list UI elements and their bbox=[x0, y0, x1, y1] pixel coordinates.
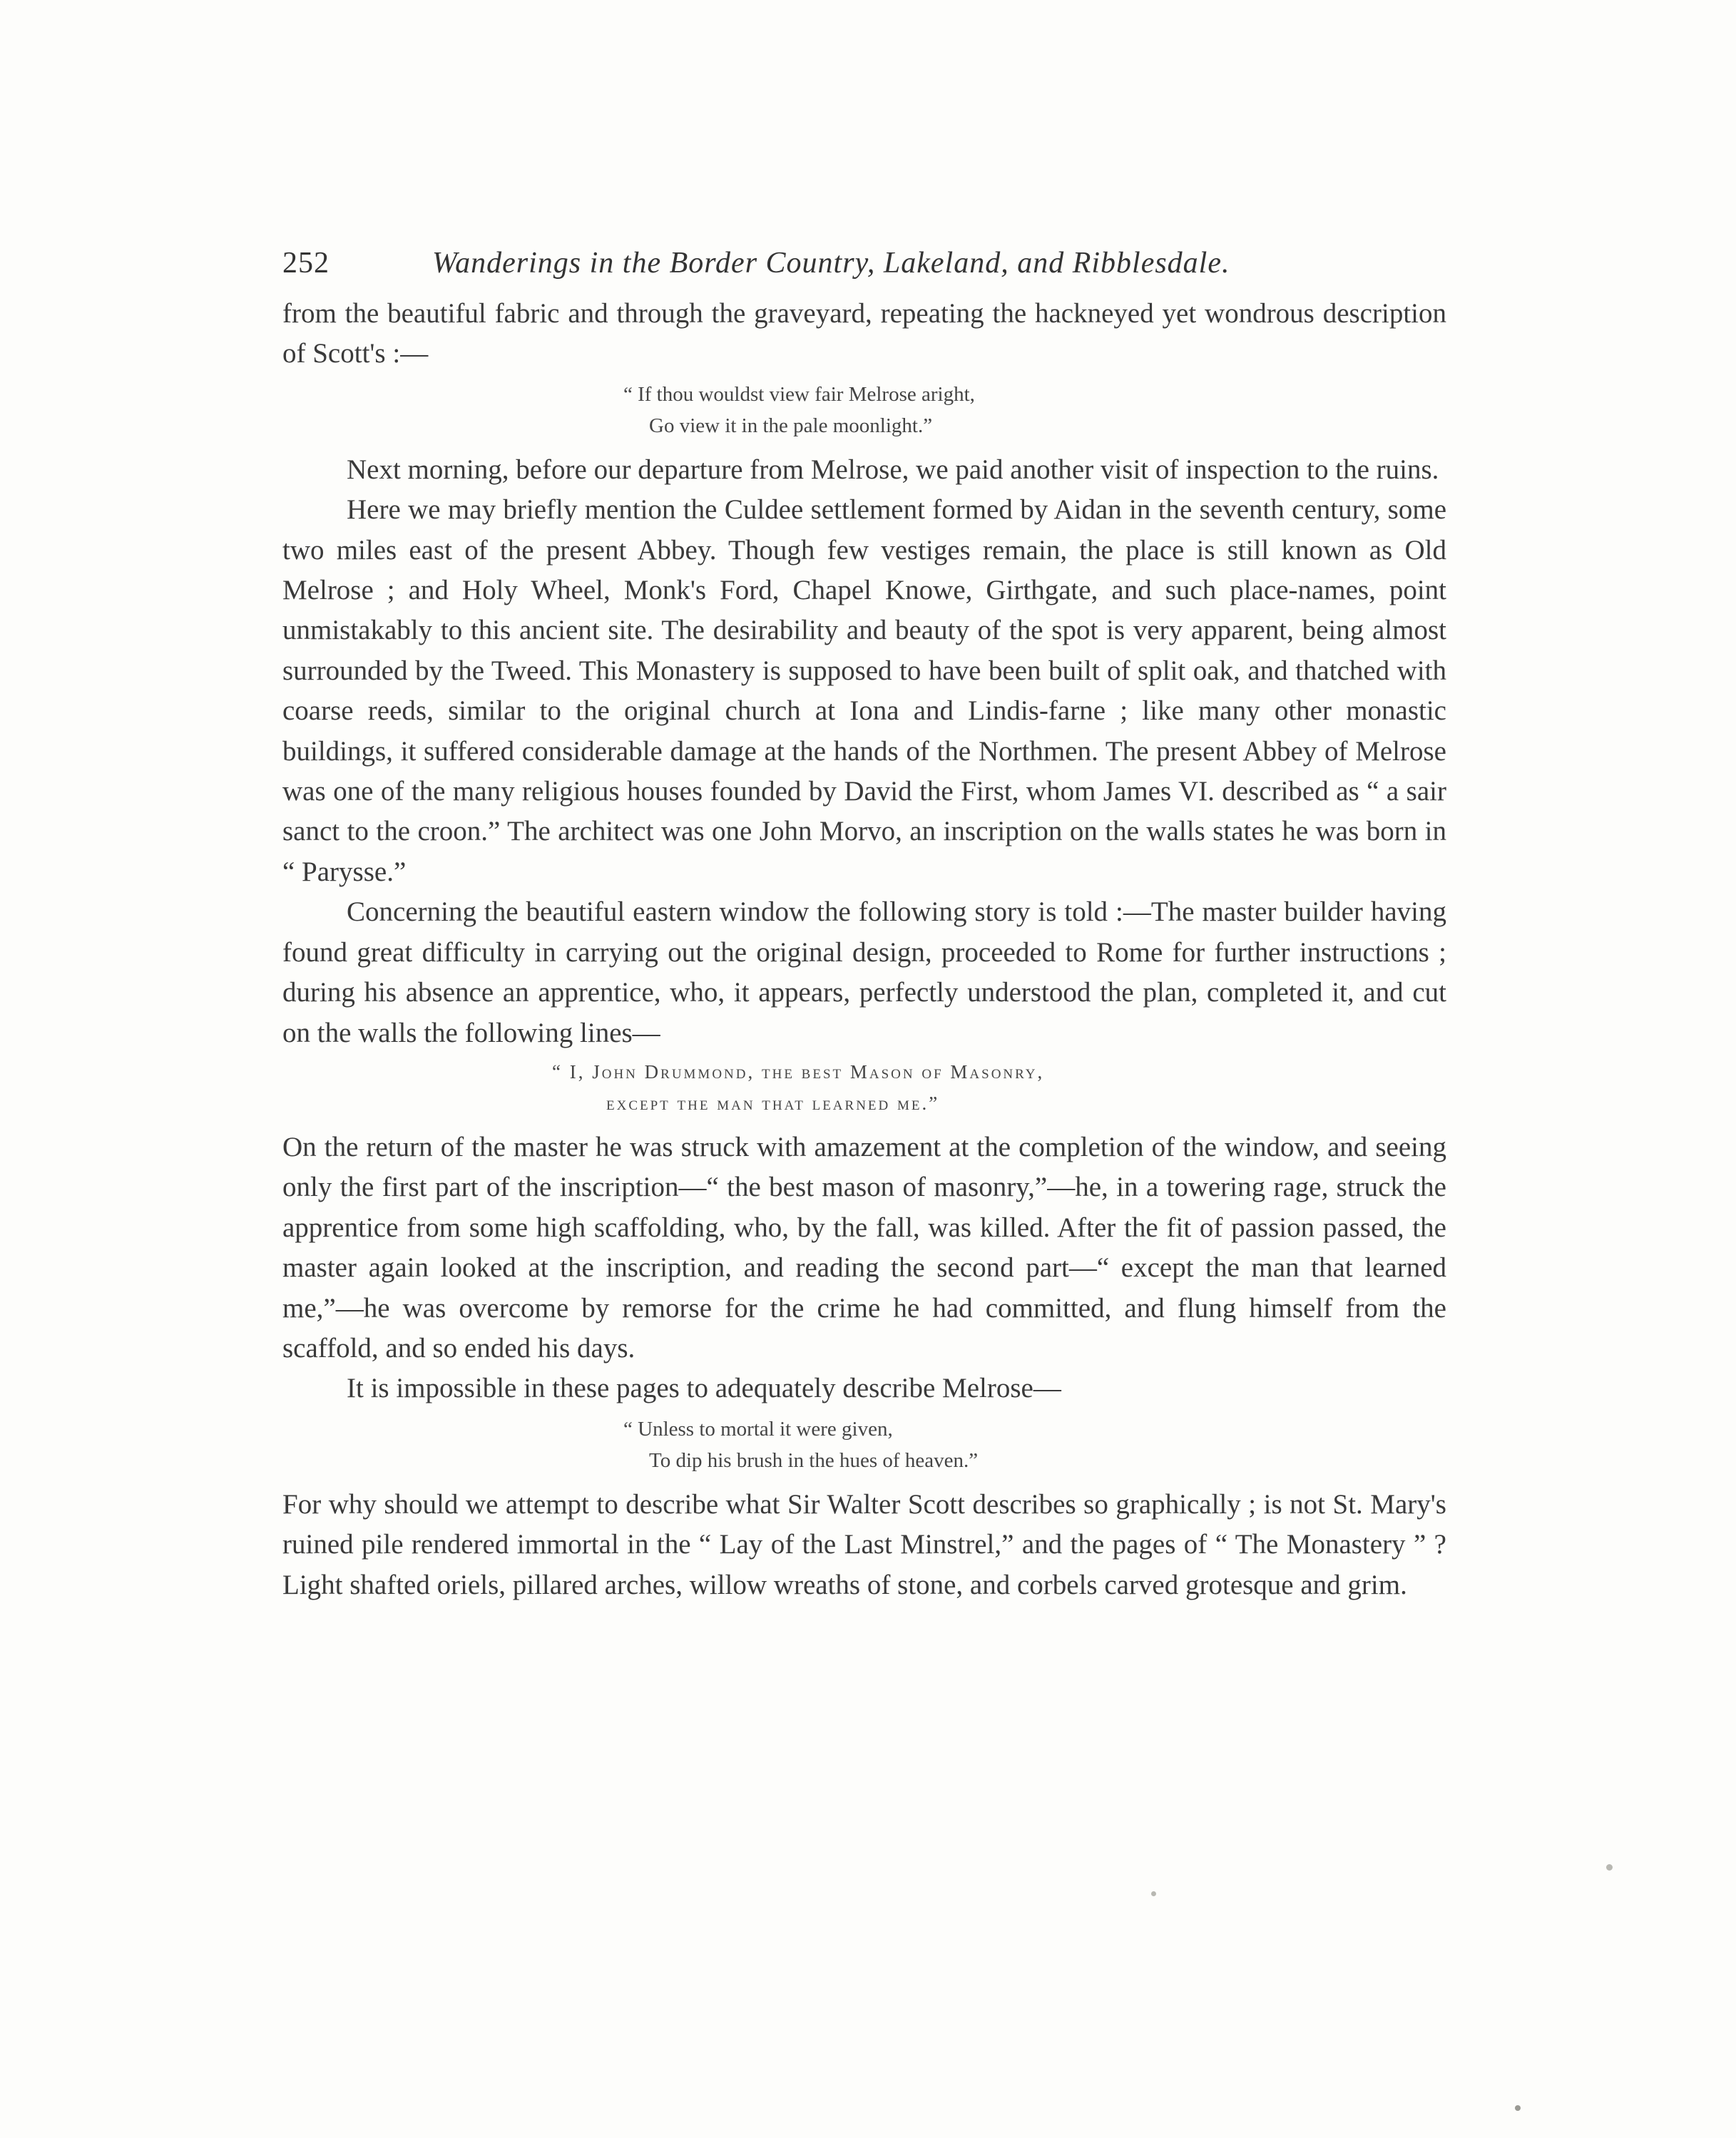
book-page bbox=[282, 242, 1446, 1605]
paragraph-culdee-settlement: Here we may briefly mention the Culdee settlement formed by Aidan in the seventh century, some two miles east of the present Abbey. Though few vestiges remain, the place is still known as Old Melrose ; and Holy Wheel, Monk's Ford, Chapel Knowe, Girthgate, and such place-names, point unmistakably to this ancient site. The desirability and beauty of the spot is very apparent, being almost surrounded by the Tweed. This Monastery is supposed to have been built of split oak, and thatched with coarse reeds, similar to the original church at Iona and Lindis-farne ; like many other monastic buildings, it suffered considerable damage at the hands of the Northmen. The present Abbey of Melrose was one of the many religious houses founded by David the First, whom James VI. described as “ a sair sanct to the croon.” The architect was one John Morvo, an inscription on the walls states he was born in “ Parysse.” bbox=[282, 494, 1446, 887]
verse-line: To dip his brush in the hues of heaven.” bbox=[649, 1448, 979, 1472]
paragraph-walter-scott: For why should we attempt to describe what Sir Walter Scott describes so graphically ; is not St. Mary's ruined pile rendered immortal in the “ Lay of the Last Minstrel,” and the pages of “ The Monastery ” ? Light shafted oriels, pillared arches, willow wreaths of stone, and corbels carved grotesque and grim. bbox=[282, 1488, 1446, 1600]
running-header bbox=[282, 242, 1446, 284]
paragraph-eastern-window: Concerning the beautiful eastern window the following story is told :—The master builder having found great difficulty in carrying out the original design, proceeded to Rome for further instructions ; during his absence an apprentice, who, it appears, perfectly understood the plan, completed it, and cut on the walls the following lines— bbox=[282, 896, 1446, 1048]
paragraph-next-morning: Next morning, before our departure from Melrose, we paid another visit of inspection to the ruins. bbox=[347, 454, 1439, 485]
verse-inscription-drummond bbox=[282, 1053, 1446, 1127]
paragraph-master-return: On the return of the master he was struck with amazement at the completion of the window, and seeing only the first part of the inscription—“ the best mason of masonry,”—he, in a towering rage, struck the apprentice from some high scaffolding, who, by the fall, was killed. After the fit of passion passed, the master again looked at the inscription, and reading the second part—“ except the man that learned me,”—he was overcome by remorse for the crime he had committed, and flung himself from the scaffold, and so ended his days. bbox=[282, 1131, 1446, 1364]
paper-speck bbox=[1515, 2105, 1521, 2111]
verse-line: except the man that learned me.” bbox=[606, 1092, 940, 1114]
paper-speck bbox=[1151, 1891, 1156, 1896]
paper-speck bbox=[1606, 1864, 1613, 1871]
verse-line: “ If thou wouldst view fair Melrose aright, bbox=[623, 382, 975, 406]
verse-line: “ I, John Drummond, the best Mason of Masonry, bbox=[552, 1060, 1045, 1083]
page-number: 252 bbox=[282, 247, 330, 280]
verse-line: Go view it in the pale moonlight.” bbox=[649, 414, 933, 437]
paragraph-impossible-describe: It is impossible in these pages to adequately describe Melrose— bbox=[347, 1373, 1061, 1404]
verse-quotation-heaven bbox=[282, 1409, 1446, 1485]
verse-line: “ Unless to mortal it were given, bbox=[623, 1417, 893, 1441]
body-text bbox=[282, 294, 1446, 1605]
book-title: Wanderings in the Border Country, Lakeland, and Ribblesdale. bbox=[432, 247, 1230, 280]
paragraph-continued: from the beautiful fabric and through the graveyard, repeating the hackneyed yet wondrous description of Scott's :— bbox=[282, 298, 1446, 369]
verse-quotation-melrose bbox=[282, 374, 1446, 450]
